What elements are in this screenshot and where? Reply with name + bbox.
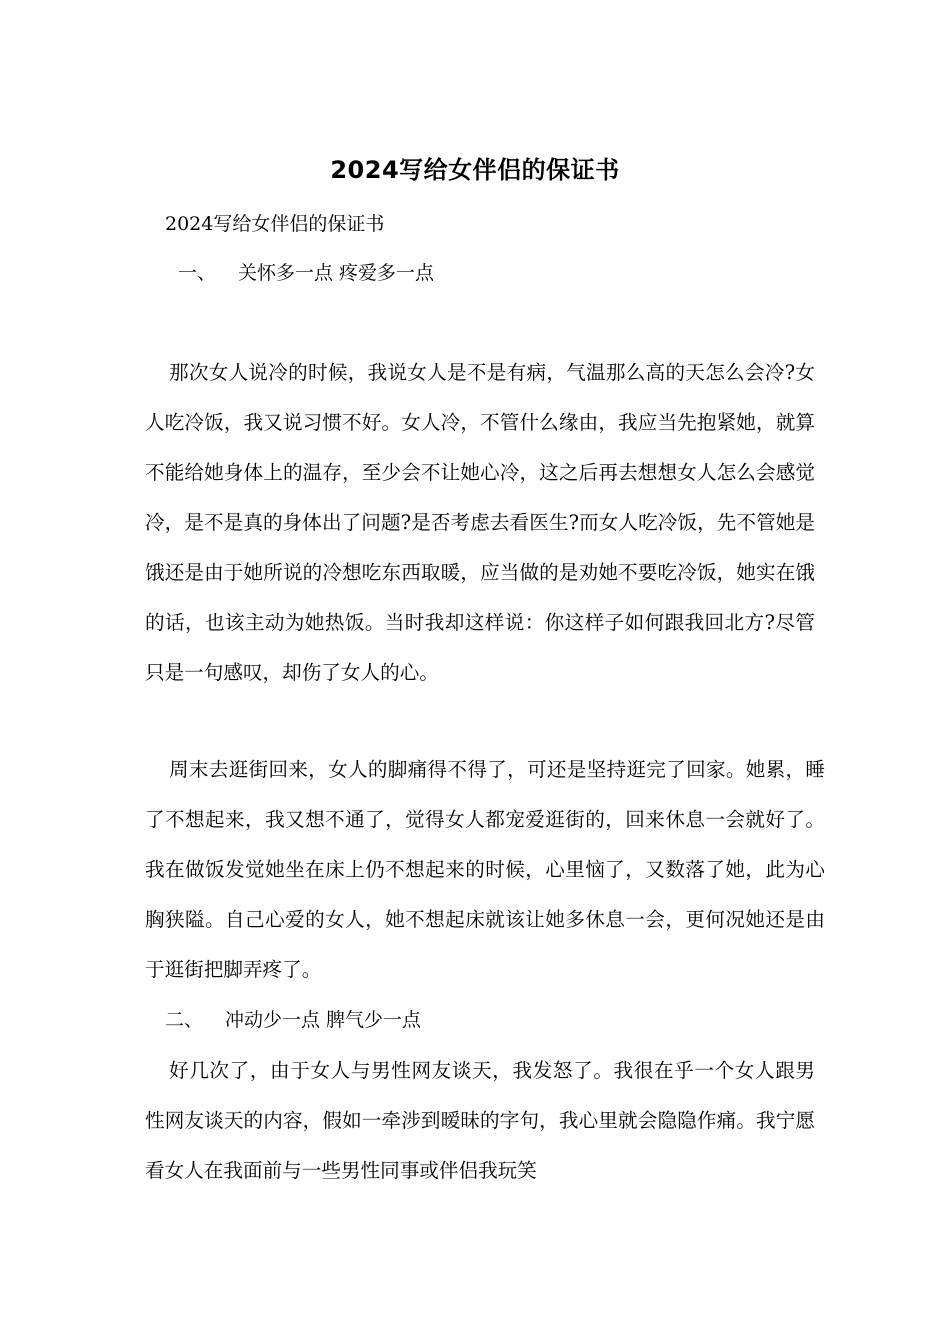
section-heading-1 xyxy=(178,258,434,288)
paragraph-2: 周末去逛街回来，女人的脚痛得不得了，可还是坚持逛完了回家。她累，睡了不想起来，我又想不通了，觉得女人都宠爱逛街的，回来休息一会就好了。我在做饭发觉她坐在床上仍不想起来的时候，心里恼了，又数落了她，此为心胸狭隘。自己心爱的女人，她不想起床就该让她多休息一会，更何况她还是由于逛街把脚弄疼了。 xyxy=(145,758,825,981)
section-heading-text-1: 关怀多一点 疼爱多一点 xyxy=(238,262,435,284)
paragraph-1: 那次女人说冷的时候，我说女人是不是有病，气温那么高的天怎么会冷?女人吃冷饭，我又说习惯不好。女人冷，不管什么缘由，我应当先抱紧她，就算不能给她身体上的温存，至少会不让她心冷，这之后再去想想女人怎么会感觉冷，是不是真的身体出了问题?是否考虑去看医生?而女人吃冷饭，先不管她是饿还是由于她所说的冷想吃东西取暖，应当做的是劝她不要吃冷饭，她实在饿的话，也该主动为她热饭。当时我却这样说：你这样子如何跟我回北方?尽管只是一句感叹，却伤了女人的心。 xyxy=(145,361,815,684)
document-title: 2024写给女伴侣的保证书 xyxy=(330,156,620,184)
section-heading-2 xyxy=(165,1005,421,1035)
document-subtitle: 2024写给女伴侣的保证书 xyxy=(165,213,385,235)
section-number-1: 一、 xyxy=(178,262,217,284)
paragraph-3: 好几次了，由于女人与男性网友谈天，我发怒了。我很在乎一个女人跟男性网友谈天的内容，假如一牵涉到暧昧的字句，我心里就会隐隐作痛。我宁愿看女人在我面前与一些男性同事或伴侣我玩笑 xyxy=(145,1059,815,1182)
section-number-2: 二、 xyxy=(165,1009,204,1031)
section-heading-text-2: 冲动少一点 脾气少一点 xyxy=(225,1009,422,1031)
